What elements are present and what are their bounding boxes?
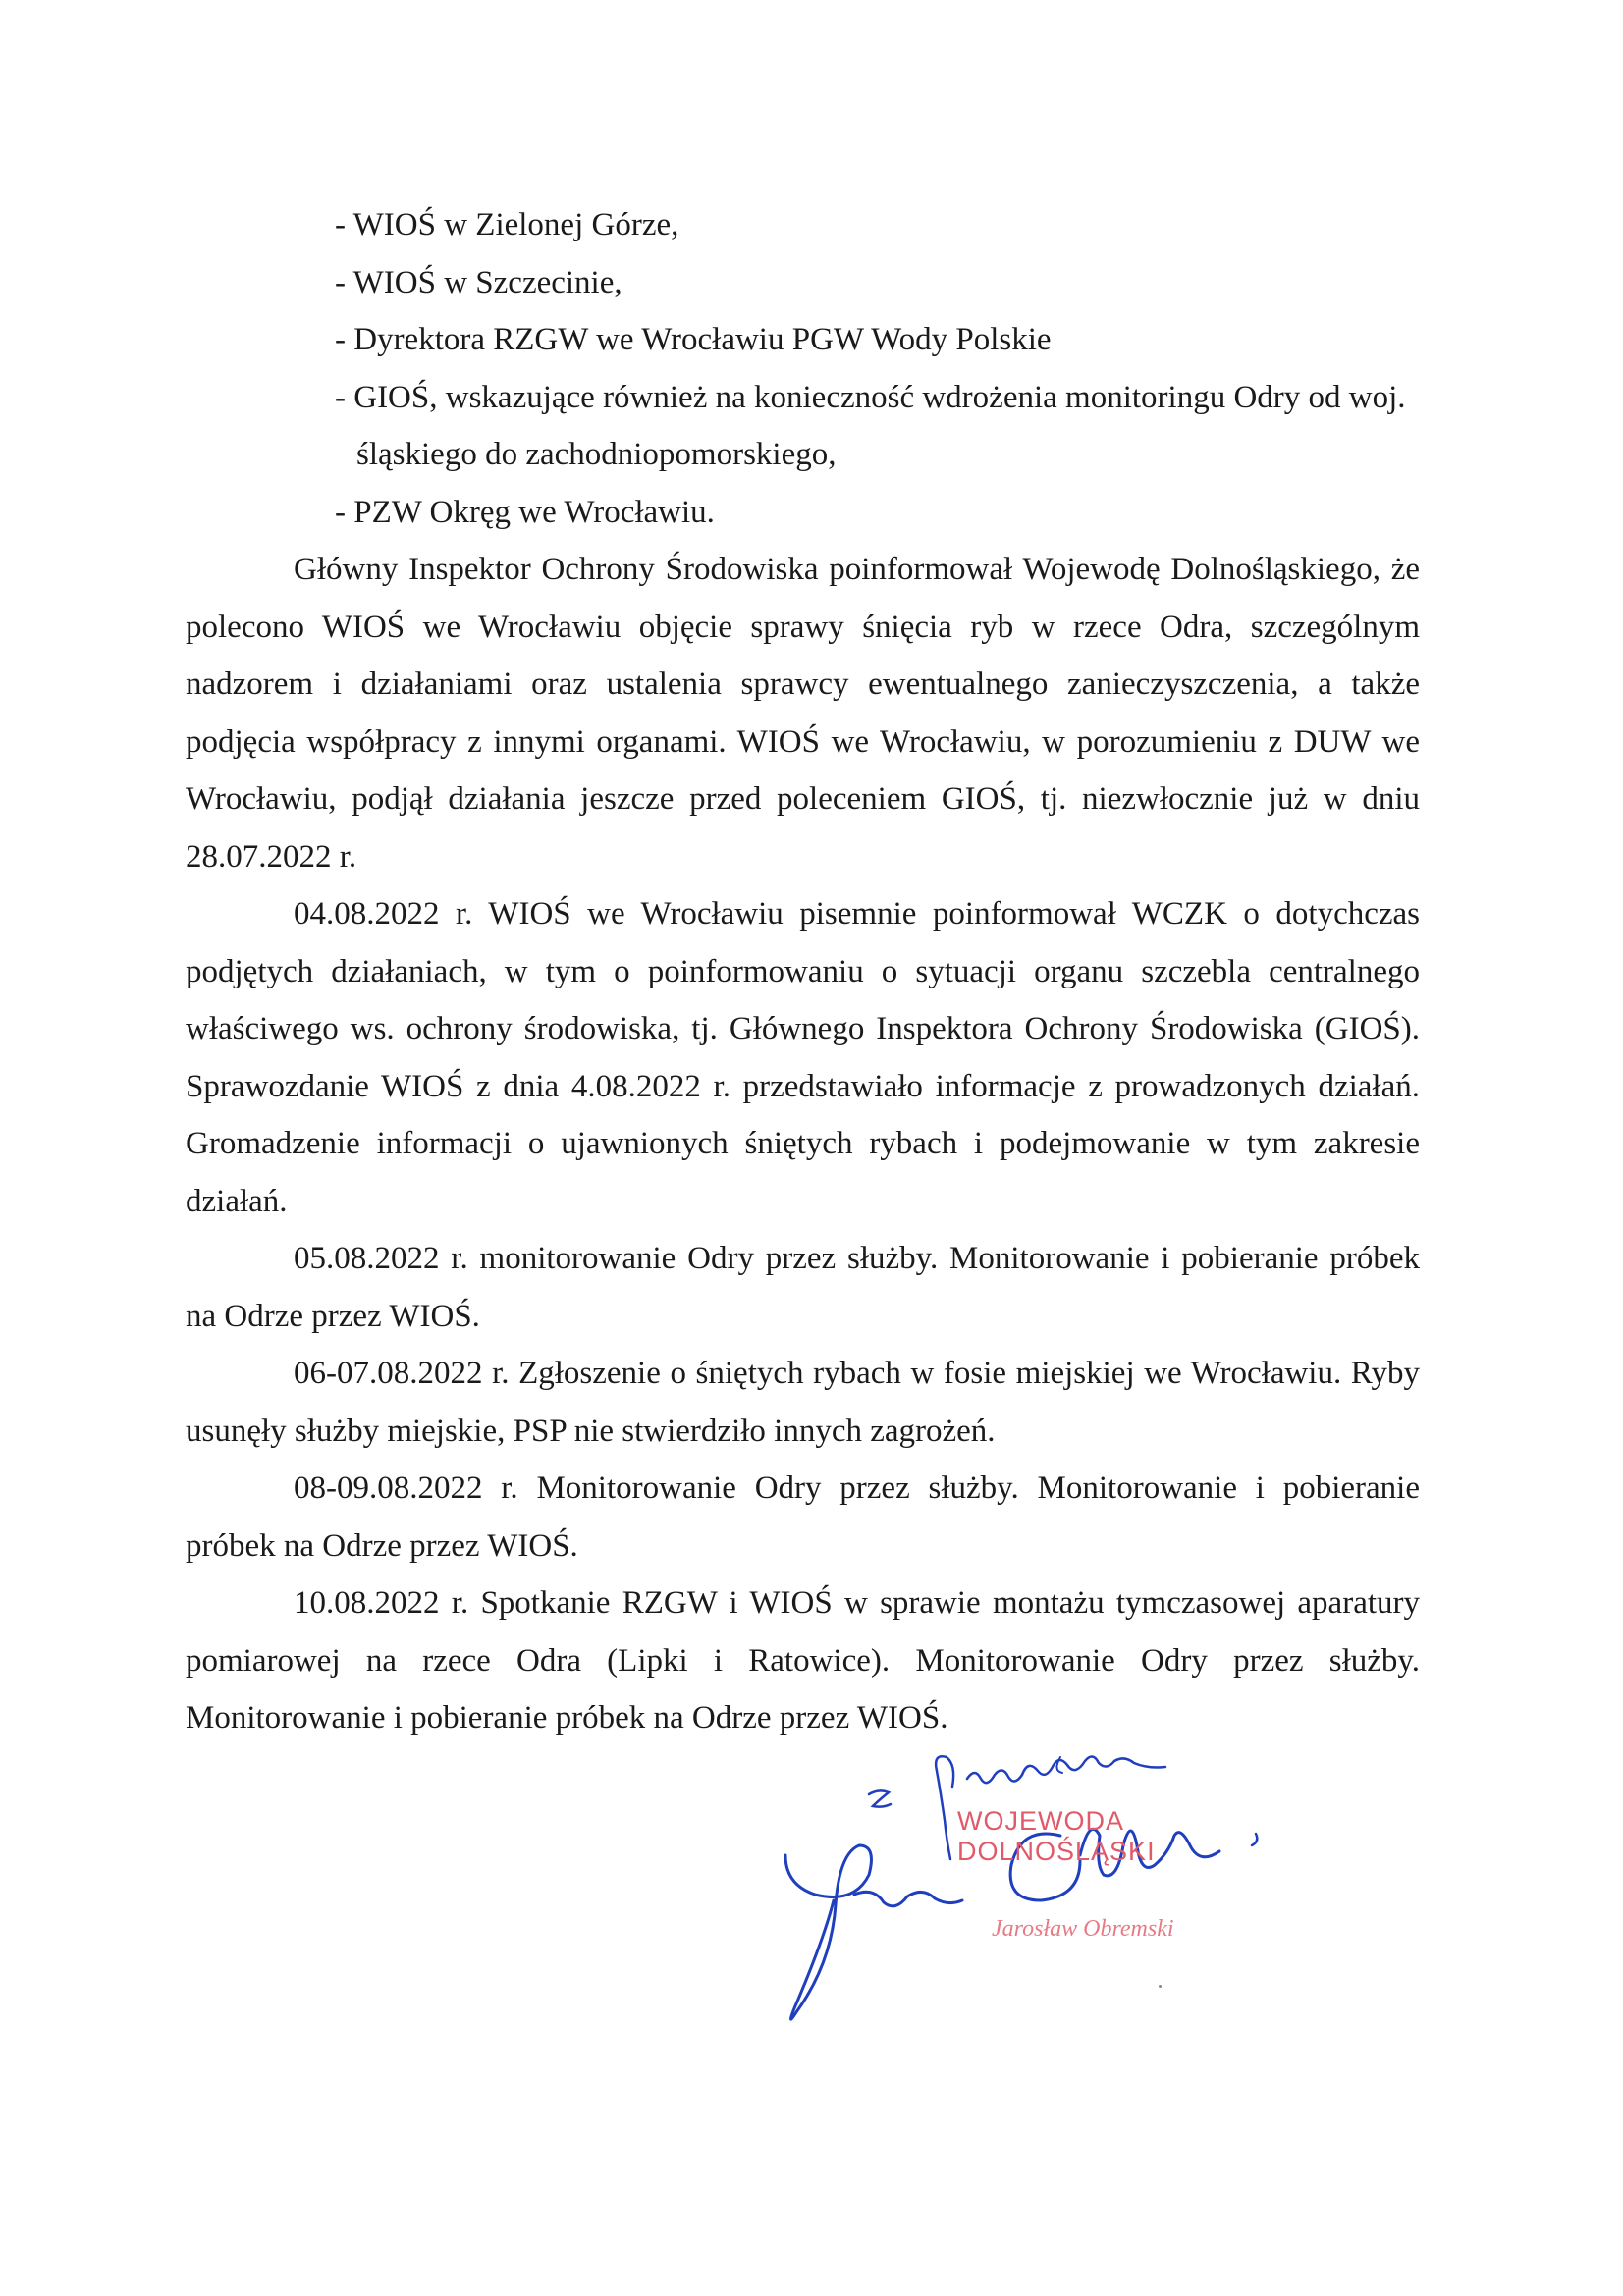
paragraph-05-08: 05.08.2022 r. monitorowanie Odry przez służby. Monitorowanie i pobieranie próbek na Odrze przez WIOŚ. [186,1241,1420,1334]
scan-dot [1159,1985,1162,1988]
signature-stamp [766,1747,1316,2042]
paragraph-08-09-08: 08-09.08.2022 r. Monitorowanie Odry przez służby. Monitorowanie i pobieranie próbek na Odrze przez WIOŚ. [186,1470,1420,1564]
paragraph-10-08: 10.08.2022 r. Spotkanie RZGW i WIOŚ w sprawie montażu tymczasowej aparatury pomiarowej na rzece Odra (Lipki i Ratowice). Monitorowanie Odry przez służby. Monitorowanie i pobieranie próbek na Odrze przez WIOŚ. [186,1585,1420,1735]
list-item: - WIOŚ w Szczecinie, [335,264,622,300]
paragraph-06-07-08: 06-07.08.2022 r. Zgłoszenie o śniętych rybach w fosie miejskiej we Wrocławiu. Ryby usunęły służby miejskie, PSP nie stwierdziło innych zagrożeń. [186,1356,1420,1449]
list-item: - PZW Okręg we Wrocławiu. [335,494,715,530]
list-item: - Dyrektora RZGW we Wrocławiu PGW Wody Polskie [335,322,1052,357]
paragraph-gios-info: Główny Inspektor Ochrony Środowiska poinformował Wojewodę Dolnośląskiego, że polecono WIOŚ we Wrocławiu objęcie sprawy śnięcia ryb w rzece Odra, szczególnym nadzorem i działaniami oraz ustalenia sprawcy ewentualnego zanieczyszczenia, a także podjęcia współpracy z innymi organami. WIOŚ we Wrocławiu, w porozumieniu z DUW we Wrocławiu, podjął działania jeszcze przed poleceniem GIOŚ, tj. niezwłocznie już w dniu 28.07.2022 r. [186,552,1420,875]
list-item: - WIOŚ w Zielonej Górze, [335,207,679,242]
paragraph-04-08: 04.08.2022 r. WIOŚ we Wrocławiu pisemnie poinformował WCZK o dotychczas podjętych działaniach, w tym o poinformowaniu o sytuacji organu szczebla centralnego właściwego ws. ochrony środowiska, tj. Głównego Inspektora Ochrony Środowiska (GIOŚ). Sprawozdanie WIOŚ z dnia 4.08.2022 r. przedstawiało informacje z prowadzonych działań. Gromadzenie informacji o ujawnionych śniętych rybach i podejmowanie w tym zakresie działań. [186,896,1420,1219]
handwritten-signature [766,1747,1316,2042]
stamp-name: Jarosław Obremski [992,1916,1174,1942]
list-item: - GIOŚ, wskazujące również na konieczność wdrożenia monitoringu Odry od woj. [335,379,1406,415]
stamp-title: WOJEWODA DOLNOŚLĄSKI [957,1806,1156,1866]
recipient-list [186,196,1420,541]
list-item-continuation: śląskiego do zachodniopomorskiego, [356,437,837,472]
document-body [186,196,1420,1747]
